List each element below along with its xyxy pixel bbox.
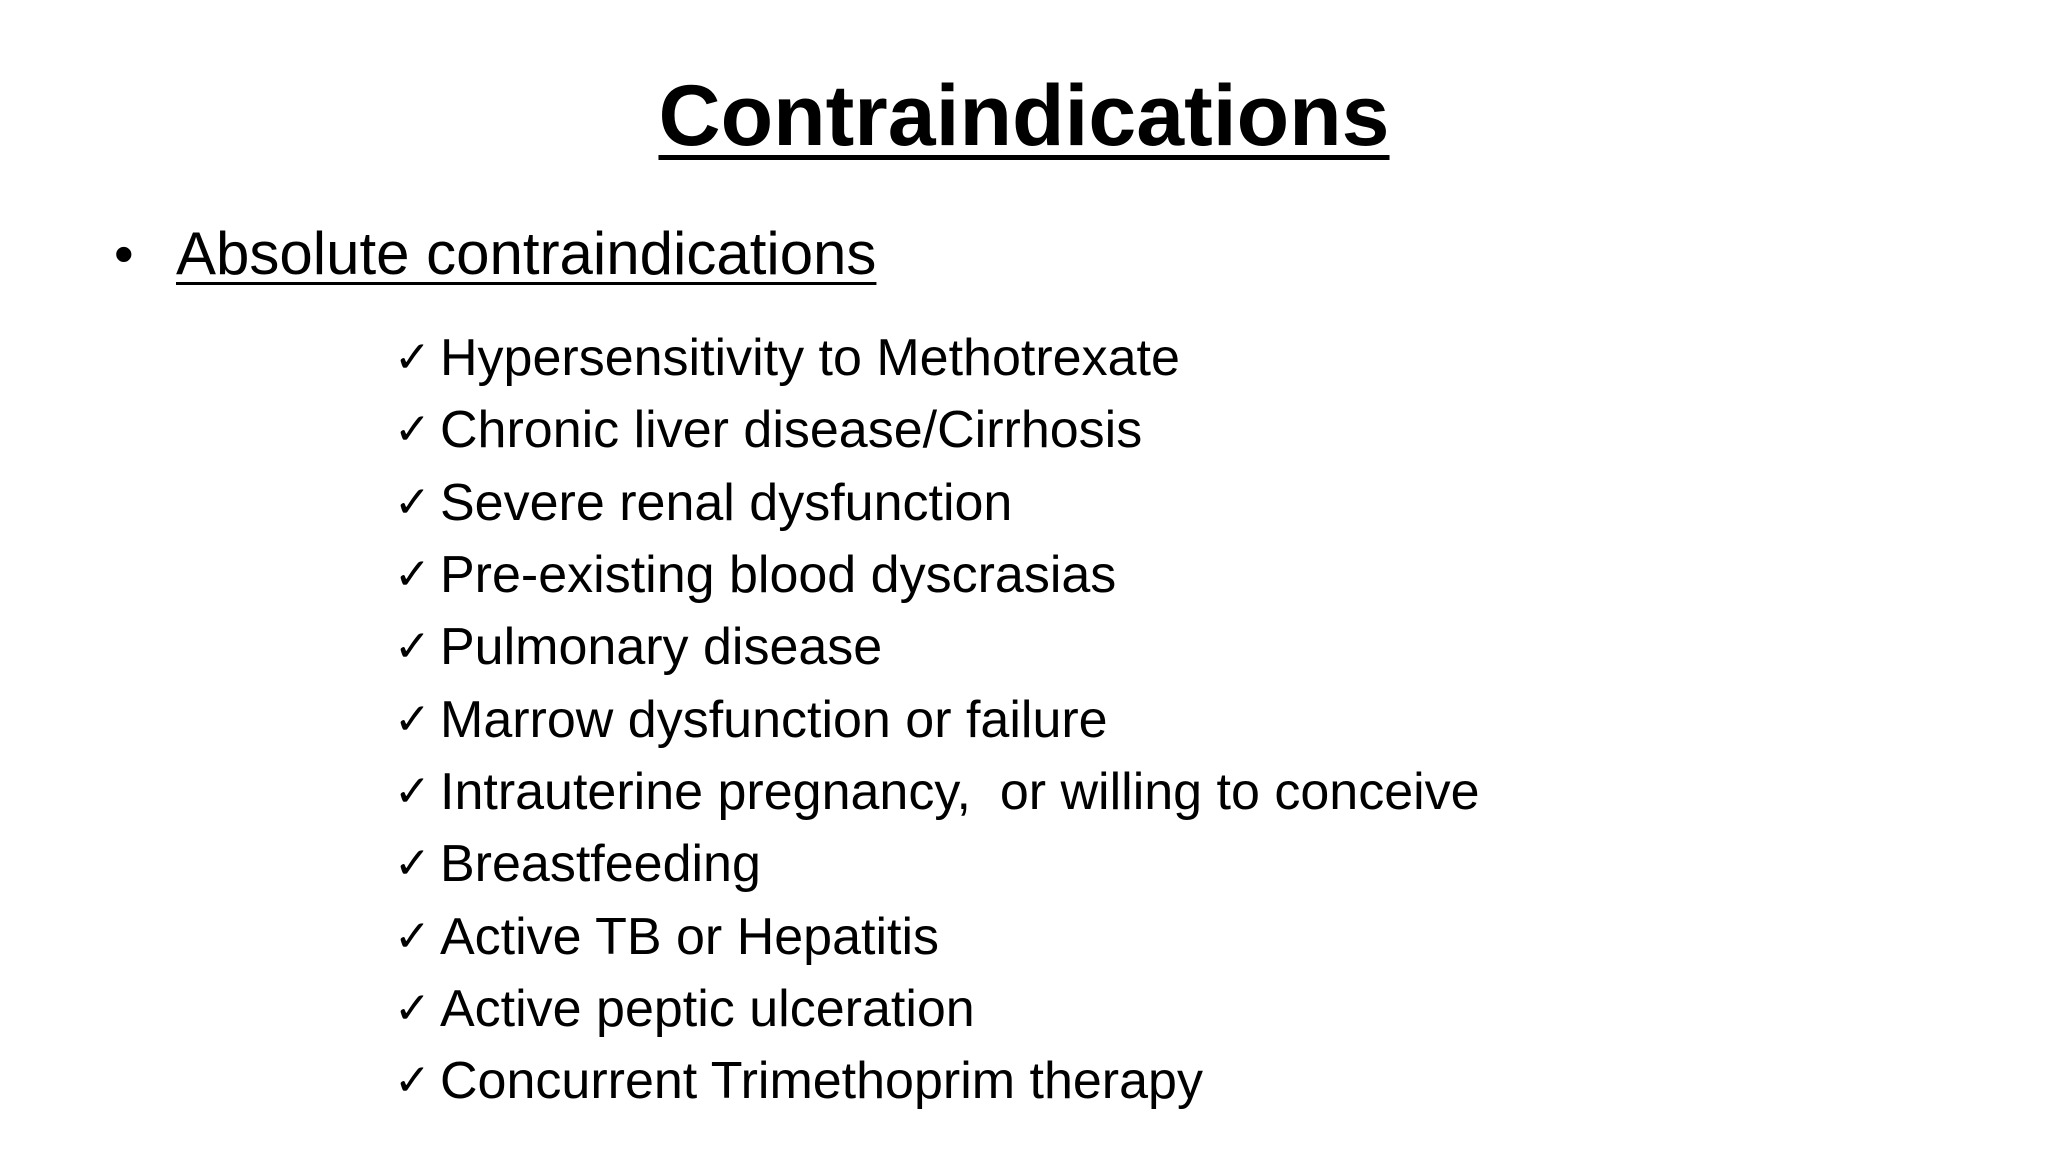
list-item-text: Breastfeeding	[440, 835, 761, 894]
list-item-text: Pre-existing blood dyscrasias	[440, 546, 1117, 605]
checkmark-icon: ✓	[394, 404, 431, 456]
section-heading-label: Absolute contraindications	[176, 220, 877, 287]
list-item	[394, 973, 1480, 1045]
slide-title	[0, 66, 2048, 166]
list-item	[394, 539, 1480, 611]
checkmark-icon: ✓	[394, 476, 431, 528]
list-item	[394, 683, 1480, 755]
checkmark-icon: ✓	[394, 838, 431, 890]
checkmark-icon: ✓	[394, 910, 431, 962]
contraindication-list	[394, 322, 1480, 1117]
checkmark-icon: ✓	[394, 982, 431, 1034]
checkmark-icon: ✓	[394, 693, 431, 745]
checkmark-icon: ✓	[394, 1055, 431, 1107]
list-item	[394, 828, 1480, 900]
checkmark-icon: ✓	[394, 549, 431, 601]
list-item	[394, 394, 1480, 466]
list-item	[394, 900, 1480, 972]
checkmark-icon: ✓	[394, 332, 431, 384]
list-item-text: Active TB or Hepatitis	[440, 907, 940, 966]
list-item-text: Severe renal dysfunction	[440, 473, 1013, 532]
section-heading	[114, 214, 876, 294]
slide-title-text: Contraindications	[658, 68, 1390, 164]
list-item-text: Chronic liver disease/Cirrhosis	[440, 401, 1143, 460]
list-item	[394, 1045, 1480, 1117]
bullet-icon: •	[114, 222, 134, 285]
list-item-text: Hypersensitivity to Methotrexate	[440, 329, 1180, 388]
list-item	[394, 756, 1480, 828]
list-item-text: Pulmonary disease	[440, 618, 883, 677]
list-item	[394, 322, 1480, 394]
list-item	[394, 467, 1480, 539]
checkmark-icon: ✓	[394, 621, 431, 673]
list-item-text: Concurrent Trimethoprim therapy	[440, 1052, 1203, 1111]
list-item	[394, 611, 1480, 683]
list-item-text: Active peptic ulceration	[440, 979, 975, 1038]
list-item-text: Marrow dysfunction or failure	[440, 690, 1108, 749]
checkmark-icon: ✓	[394, 765, 431, 817]
list-item-text: Intrauterine pregnancy, or willing to conceive	[440, 762, 1480, 821]
